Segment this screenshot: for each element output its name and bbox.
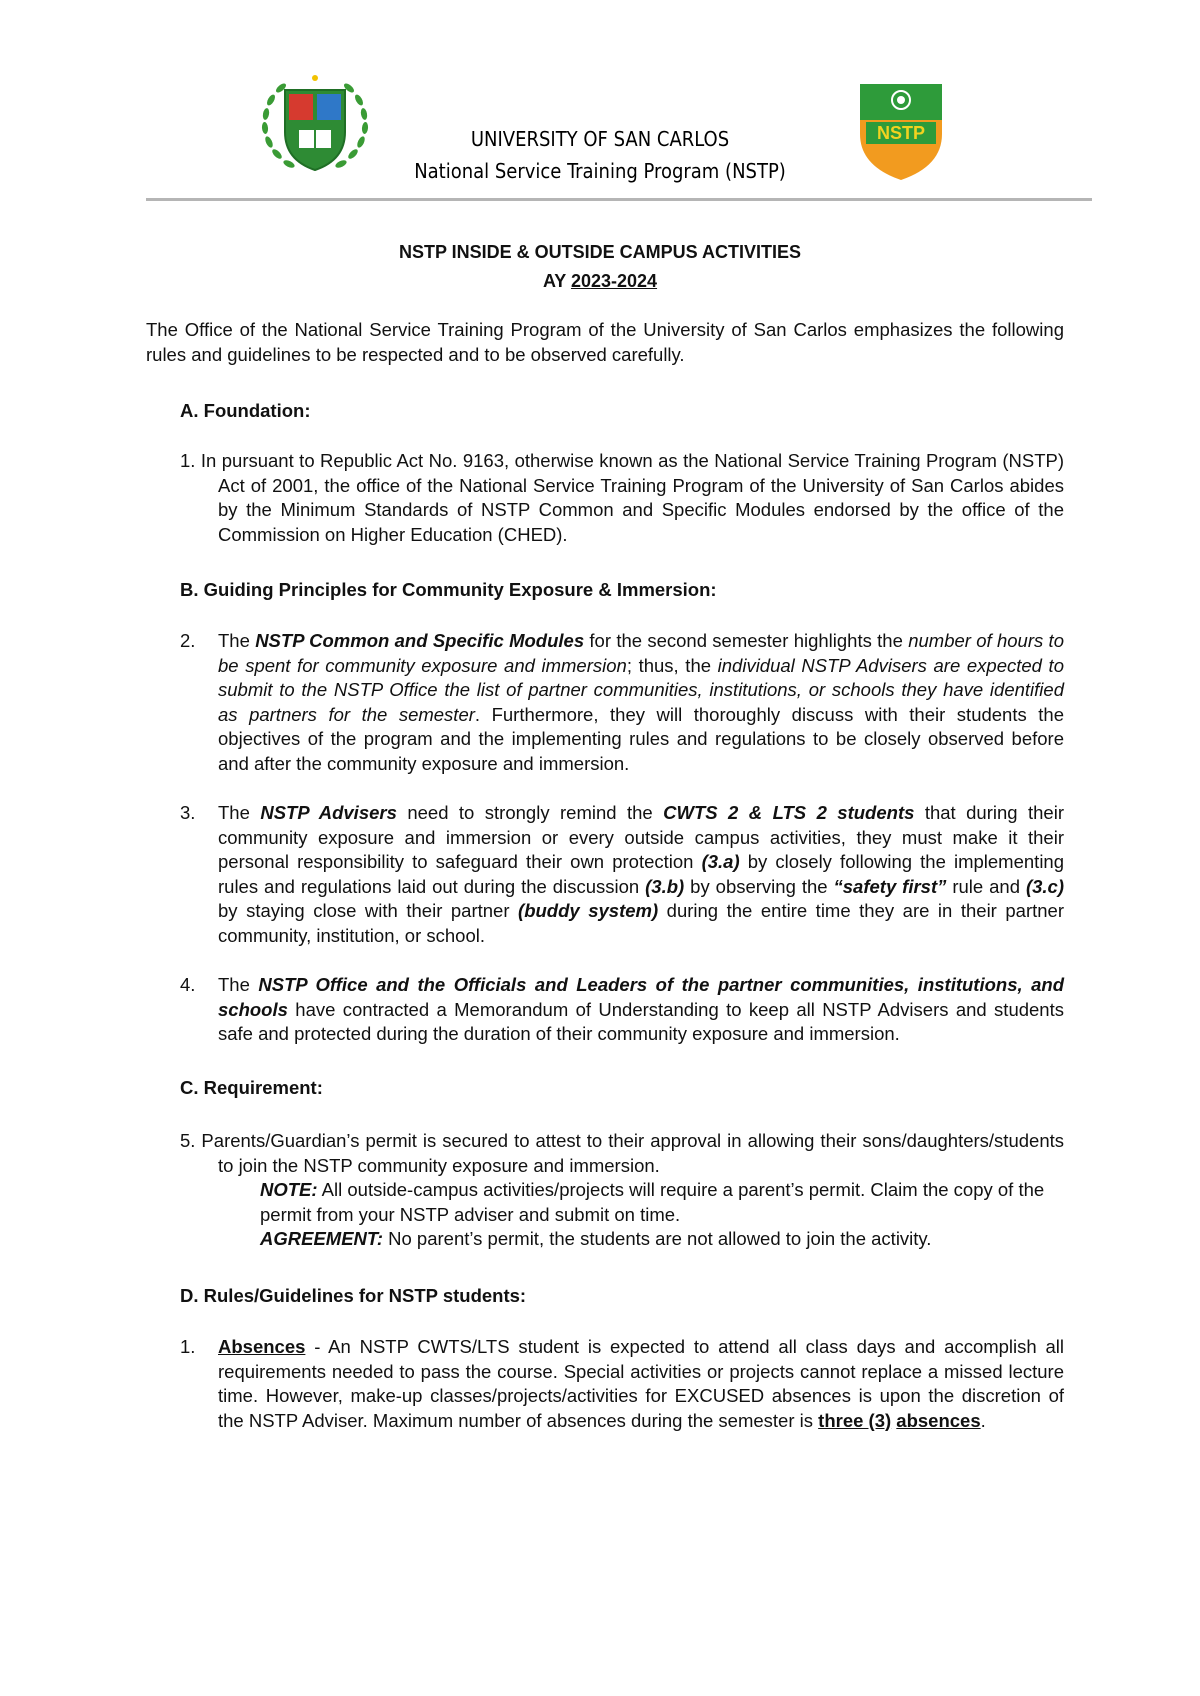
program-name: National Service Training Program (NSTP)	[414, 159, 786, 183]
section-b-item-2: The NSTP Common and Specific Modules for the second semester highlights the number of hours to be spent for community exposure and immersion; thus, the individual NSTP Advisers are expected to submit to the NSTP Office the list of partner communities, institutions, or schools they have identified as partners for the semester. Furthermore, they will thoroughly discuss with their students the objectives of the program and the implementing rules and regulations to be closely observed before and after the community exposure and immersion.	[218, 630, 1064, 774]
item-2-number: 2.	[180, 630, 196, 651]
document-title: NSTP INSIDE & OUTSIDE CAMPUS ACTIVITIES	[398, 242, 802, 262]
section-b-item-4: The NSTP Office and the Officials and Leaders of the partner communities, institutions, and schools have contracted a Memorandum of Understanding to keep all NSTP Advisers and students safe and protected during the duration of their community exposure and immersion.	[218, 974, 1064, 1044]
section-c-heading: C. Requirement:	[180, 1077, 323, 1098]
intro-paragraph: The Office of the National Service Training Program of the University of San Carlos emphasizes the following rules and guidelines to be respected and to be observed carefully.	[146, 319, 1064, 365]
university-name: UNIVERSITY OF SAN CARLOS	[470, 127, 730, 151]
nstp-logo-text: NSTP	[876, 123, 926, 143]
section-a-item-1: 1. In pursuant to Republic Act No. 9163, otherwise known as the National Service Training Program (NSTP) Act of 2001, the office of the National Service Training Program of the University of San Carlos abides by the Minimum Standards of NSTP Common and Specific Modules endorsed by the office of the Commission on Higher Education (CHED).	[180, 450, 1064, 545]
section-a-heading: A. Foundation:	[180, 400, 311, 421]
section-b-heading: B. Guiding Principles for Community Exposure & Immersion:	[180, 579, 717, 600]
item-4-number: 4.	[180, 974, 196, 995]
note-paragraph: NOTE: All outside-campus activities/projects will require a parent’s permit. Claim the copy of the permit from your NSTP adviser and submit on time.	[260, 1179, 1045, 1225]
section-c-item-5: 5. Parents/Guardian’s permit is secured to attest to their approval in allowing their sons/daughters/students to join the NSTP community exposure and immersion.	[180, 1130, 1064, 1176]
item-d1-number: 1.	[180, 1336, 196, 1357]
item-3-number: 3.	[180, 802, 196, 823]
section-b-item-3: The NSTP Advisers need to strongly remind the CWTS 2 & LTS 2 students that during their community exposure and immersion or every outside campus activities, they must make it their personal responsibility to safeguard their own protection (3.a) by closely following the implementing rules and regulations laid out during the discussion (3.b) by observing the “safety first” rule and (3.c) by staying close with their partner (buddy system) during the entire time they are in their partner community, institution, or school.	[218, 802, 1065, 946]
section-d-item-1: Absences - An NSTP CWTS/LTS student is expected to attend all class days and accomplish all requirements needed to pass the course. Special activities or projects cannot replace a missed lecture time. However, make-up classes/projects/activities for EXCUSED absences is upon the discretion of the NSTP Adviser. Maximum number of absences during the semester is three (3) absences.	[218, 1336, 1064, 1431]
section-d-heading: D. Rules/Guidelines for NSTP students:	[180, 1285, 527, 1306]
agreement-paragraph: AGREEMENT: No parent’s permit, the students are not allowed to join the activity.	[260, 1228, 932, 1249]
header-divider	[146, 198, 1092, 201]
academic-year: AY 2023-2024	[542, 271, 658, 291]
